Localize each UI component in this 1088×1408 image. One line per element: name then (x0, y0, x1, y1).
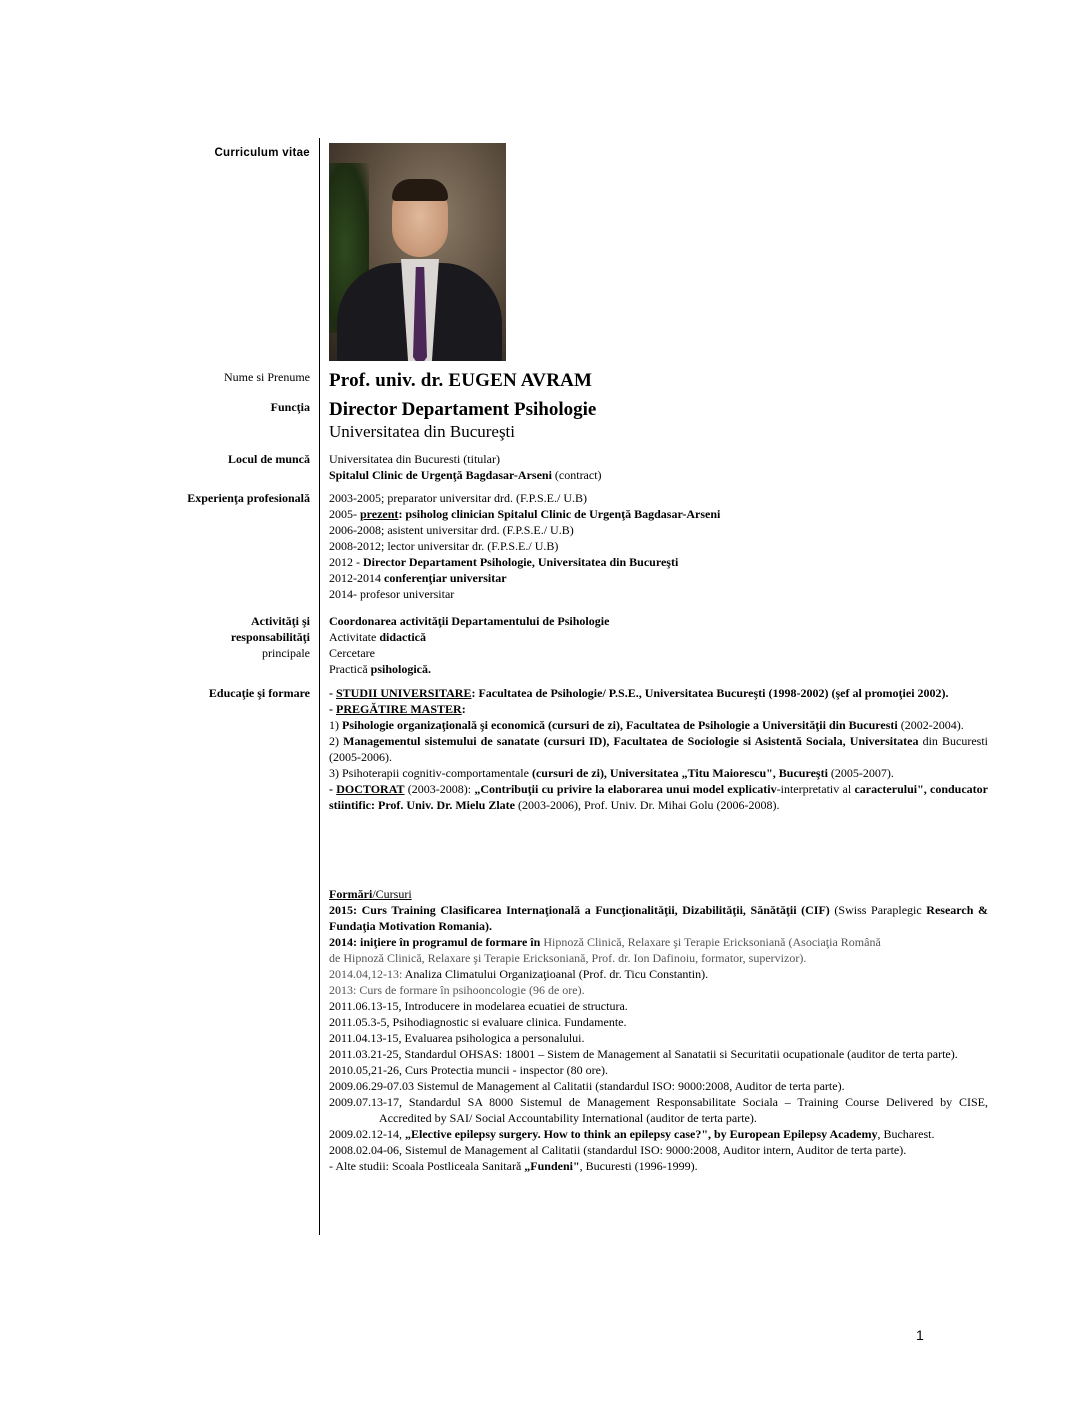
label-function: Funcţia (270, 400, 310, 414)
experience-line: 2008-2012; lector universitar dr. (F.P.S.E./ U.B) (329, 539, 559, 553)
label-activities-3: principale (262, 646, 310, 660)
function-title: Director Departament Psihologie (329, 399, 597, 420)
course-item: 2011.03.21-25, Standardul OHSAS: 18001 – Sistem de Management al Sanatatii si Securitatii ocupationale (auditor de terta parte). (329, 1047, 958, 1061)
course-item: 2011.05.3-5, Psihodiagnostic si evaluare clinica. Fundamente. (329, 1015, 627, 1029)
portrait-photo (329, 143, 506, 361)
column-divider (319, 138, 320, 1235)
workplace-line-1: Universitatea din Bucuresti (titular) (329, 452, 500, 466)
activity-line: Cercetare (329, 646, 375, 660)
workplace-line-2: Spitalul Clinic de Urgenţă Bagdasar-Arseni (contract) (329, 468, 602, 482)
course-item: 2014.04,12-13: Analiza Climatului Organizaţioanal (Prof. dr. Ticu Constantin). (329, 967, 709, 981)
course-item: 2011.06.13-15, Introducere in modelarea ecuatiei de structura. (329, 999, 628, 1013)
course-item: 2009.02.12-14, „Elective epilepsy surgery. How to think an epilepsy case?", by European Epilepsy Academy, Bucharest. (329, 1127, 935, 1141)
education-university: - STUDII UNIVERSITARE: Facultatea de Psihologie/ P.S.E., Universitatea Bucureşti (1998-2002) (şef al promoţiei 2002). (329, 686, 949, 700)
label-name: Nume si Prenume (224, 370, 310, 384)
experience-line: 2006-2008; asistent universitar drd. (F.P.S.E./ U.B) (329, 523, 574, 537)
courses-section (329, 886, 988, 1174)
label-experience: Experienţa profesională (187, 491, 310, 505)
label-activities-1: Activităţi şi (251, 614, 310, 628)
course-item: 2008.02.04-06, Sistemul de Management al Calitatii (standardul ISO: 9000:2008, Auditor intern, Auditor de terta parte). (329, 1143, 907, 1157)
education-master-3: 3) Psihoterapii cognitiv-comportamentale (cursuri de zi), Universitatea „Titu Maiorescu", Bucureşti (2005-2007). (329, 766, 894, 780)
course-item: 2009.07.13-17, Standardul SA 8000 Sistemul de Management Responsabilitate Sociala – Training Course Delivered by CISE, Accredited by SAI/ Social Accountability International (auditor de terta parte). (329, 1095, 988, 1125)
activity-line: Coordonarea activităţii Departamentului de Psihologie (329, 614, 610, 628)
experience-line: 2012 - Director Departament Psihologie, Universitatea din Bucureşti (329, 555, 679, 569)
label-workplace: Locul de muncă (227, 452, 310, 466)
experience-line: 2012-2014 conferenţiar universitar (329, 571, 507, 585)
label-activities-2: responsabilităţi (230, 630, 310, 644)
course-item: 2011.04.13-15, Evaluarea psihologica a personalului. (329, 1031, 585, 1045)
course-item: 2013: Curs de formare în psihooncologie (96 de ore). (329, 983, 585, 997)
education-section (329, 685, 988, 813)
workplace-section (329, 451, 988, 483)
experience-line: 2003-2005; preparator universitar drd. (F.P.S.E./ U.B) (329, 491, 587, 505)
education-master-2: 2) Managementul sistemului de sanatate (cursuri ID), Facultatea de Sociologie si Asistentă Sociala, Universitatea din Bucuresti (2005-2006). (329, 734, 989, 764)
course-item: 2014: iniţiere în programul de formare în Hipnoză Clinică, Relaxare şi Terapie Ericksoniană (Asociaţia Română de Hipnoză Clinică, Relaxare şi Terapie Ericksoniană, Prof. dr. Ion Dafinoiu, formator, supervizor). (329, 935, 881, 965)
experience-section (329, 490, 988, 602)
experience-line: 2014- profesor universitar (329, 587, 455, 601)
person-name: Prof. univ. dr. EUGEN AVRAM (329, 370, 593, 391)
education-master-1: 1) Psihologie organizaţională şi economică (cursuri de zi), Facultatea de Psihologie a Universităţii din Bucuresti (2002-2004). (329, 718, 964, 732)
function-subtitle: Universitatea din Bucureşti (329, 422, 516, 441)
experience-line: 2005- prezent: psiholog clinician Spitalul Clinic de Urgenţă Bagdasar-Arseni (329, 507, 721, 521)
courses-heading: Formări/Cursuri (329, 887, 412, 901)
label-curriculum-vitae: Curriculum vitae (214, 147, 310, 159)
education-master-heading: - PREGĂTIRE MASTER: (329, 702, 466, 716)
education-doctorate: - DOCTORAT (2003-2008): „Contribuţii cu privire la elaborarea unui model explicativ-interpretativ al caracterului", conducator stiintific: Prof. Univ. Dr. Mielu Zlate (2003-2006), Prof. Univ. Dr. Mihai Golu (2006-2008). (329, 782, 988, 812)
course-item: 2009.06.29-07.03 Sistemul de Management al Calitatii (standardul ISO: 9000:2008, Auditor de terta parte). (329, 1079, 845, 1093)
course-item: 2015: Curs Training Clasificarea Internaţională a Funcţionalităţii, Dizabilităţii, Sănătăţii (CIF) (Swiss Paraplegic Research & Fundaţia Motivation Romania). (329, 903, 988, 933)
course-item: 2010.05,21-26, Curs Protectia muncii - inspector (80 ore). (329, 1063, 608, 1077)
activity-line: Activitate didactică (329, 630, 426, 644)
activities-section (329, 613, 988, 677)
activity-line: Practică psihologică. (329, 662, 432, 676)
label-education: Educaţie şi formare (208, 686, 310, 700)
course-item: - Alte studii: Scoala Postliceala Sanitară „Fundeni", Bucuresti (1996-1999). (329, 1159, 698, 1173)
page-number: 1 (916, 1327, 924, 1343)
